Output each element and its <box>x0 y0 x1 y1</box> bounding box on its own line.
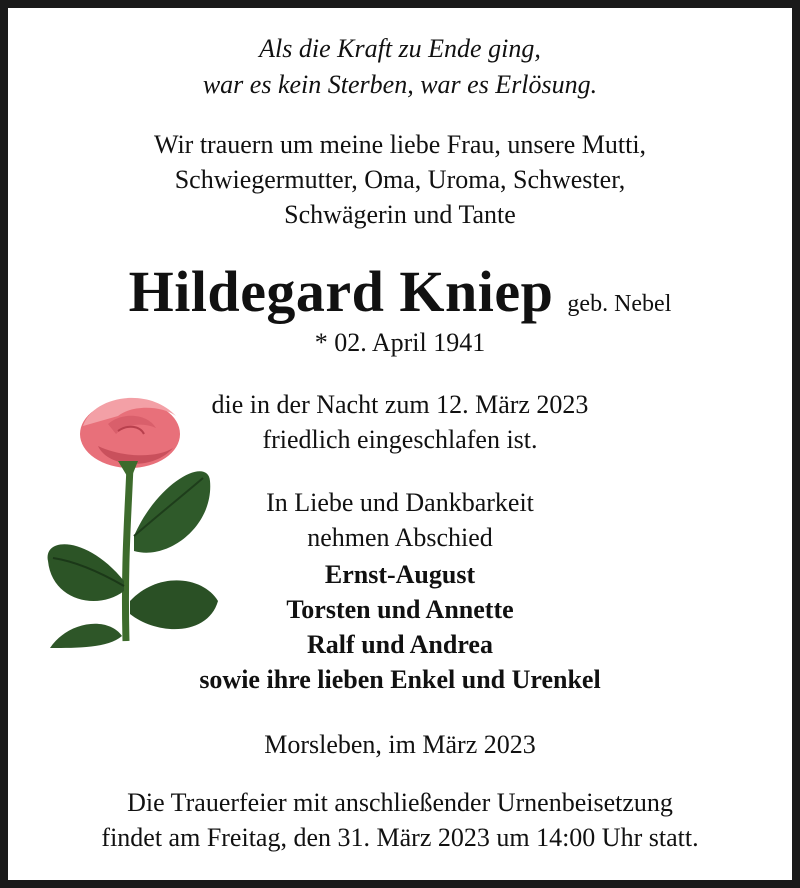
intro-line-1: Wir trauern um meine liebe Frau, unsere Mutti, <box>153 130 647 159</box>
maiden-name: geb. Nebel <box>567 291 672 317</box>
place-and-date: Morsleben, im März 2023 <box>264 730 536 759</box>
quote-line-2: war es kein Sterben, war es Erlösung. <box>202 70 598 99</box>
death-line-2: friedlich eingeschlafen ist. <box>262 425 538 454</box>
mourner-name: Torsten und Annette <box>286 595 514 624</box>
intro-line-3: Schwägerin und Tante <box>284 200 516 229</box>
farewell-line-1: In Liebe und Dankbarkeit <box>266 488 534 517</box>
mourner-name: Ralf und Andrea <box>307 630 493 659</box>
mourner-name: sowie ihre lieben Enkel und Urenkel <box>199 665 601 694</box>
deceased-name-row <box>8 258 792 325</box>
deceased-name: Hildegard Kniep <box>128 259 554 324</box>
farewell-line-2: nehmen Abschied <box>307 523 493 552</box>
quote-line-1: Als die Kraft zu Ende ging, <box>259 34 541 63</box>
ceremony-line-1: Die Trauerfeier mit anschließender Urnenbeisetzung <box>127 788 673 817</box>
birth-date: * 02. April 1941 <box>314 328 486 357</box>
ceremony-line-2: findet am Freitag, den 31. März 2023 um 14:00 Uhr statt. <box>101 823 699 852</box>
intro-line-2: Schwiegermutter, Oma, Uroma, Schwester, <box>174 165 626 194</box>
death-line-1: die in der Nacht zum 12. März 2023 <box>211 390 589 419</box>
obituary-notice <box>8 8 792 880</box>
mourner-name: Ernst-August <box>324 560 476 589</box>
